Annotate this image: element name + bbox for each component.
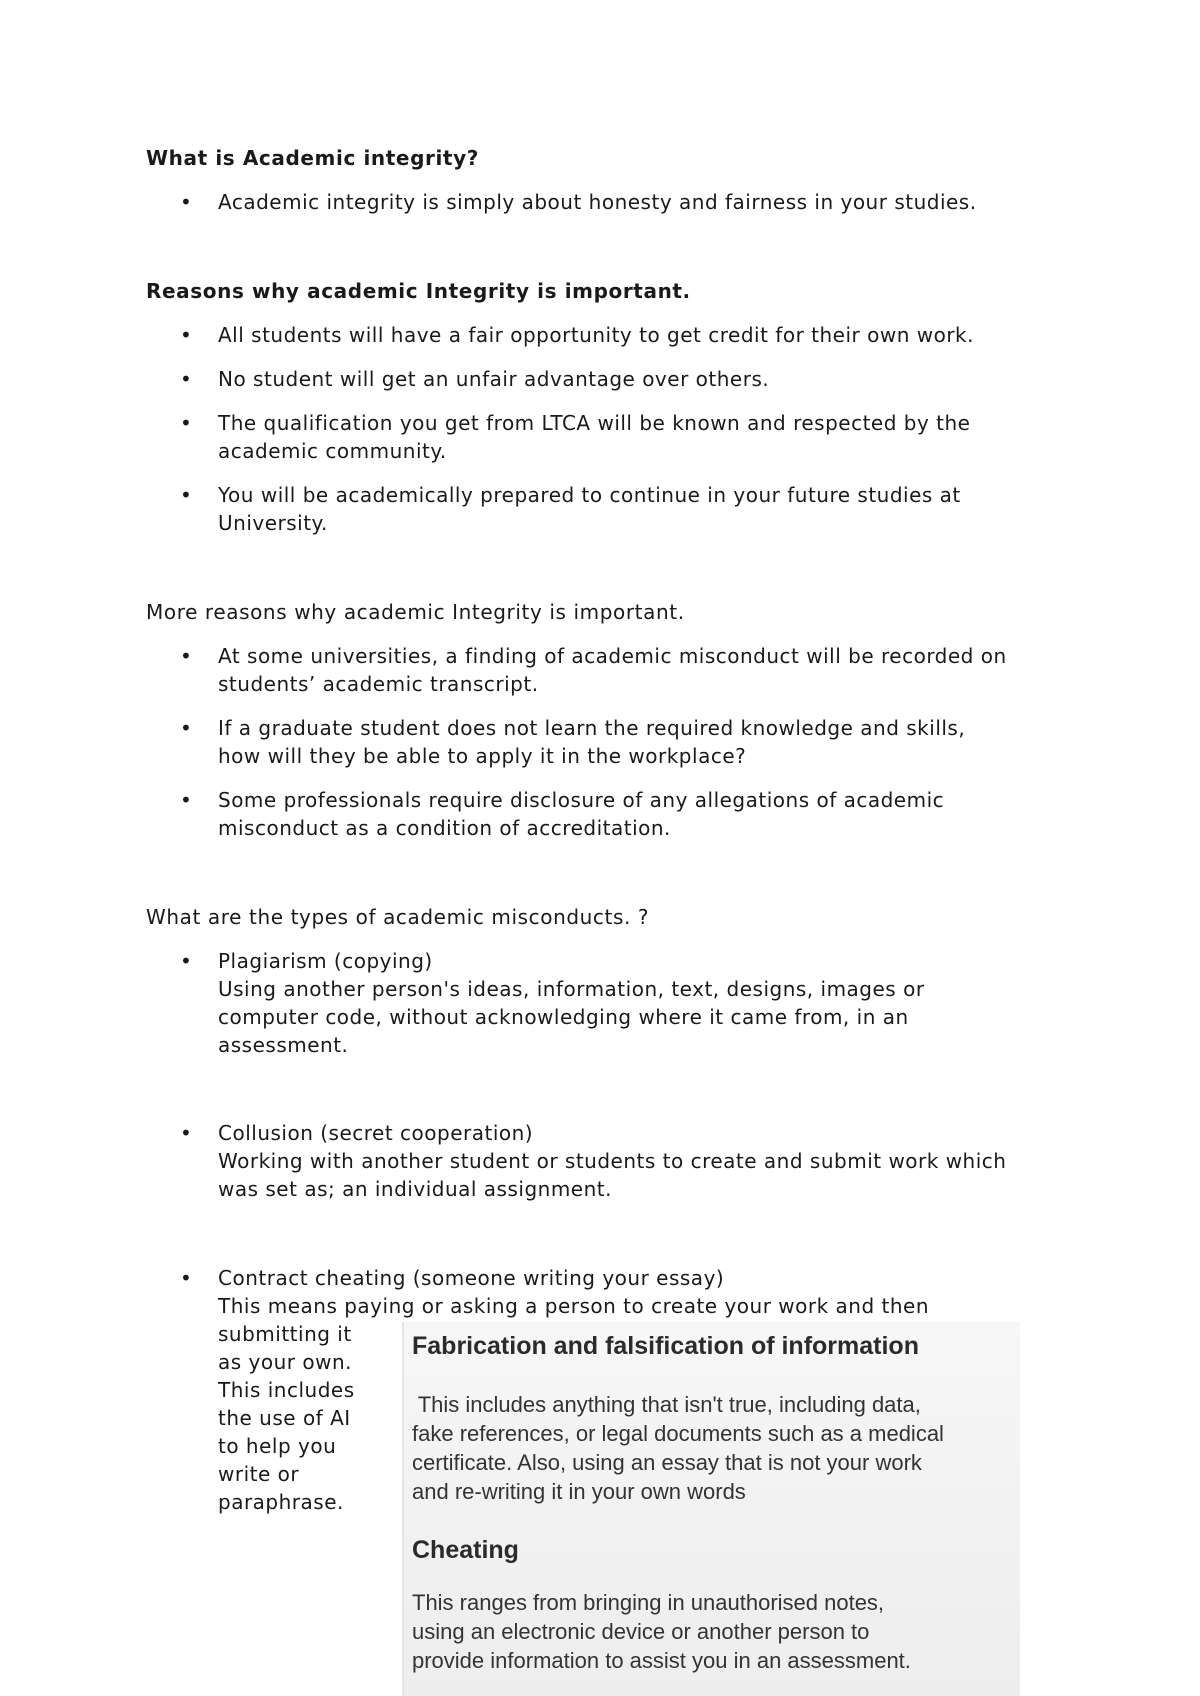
- bullet-text: • All students will have a fair opportunity to get credit for their own work.: [218, 323, 974, 347]
- bullet-list-plagiarism: [146, 947, 1066, 1059]
- figure-text-line: provide information to assist you in an assessment.: [412, 1648, 911, 1673]
- bullet-list-definition: [146, 188, 1066, 216]
- bullet-text-line: computer code, without acknowledging where it came from, in an: [218, 1005, 909, 1029]
- figure-text-line: This includes anything that isn't true, including data,: [412, 1392, 921, 1417]
- list-item: [146, 409, 1066, 465]
- bullet-text-line: was set as; an individual assignment.: [218, 1177, 612, 1201]
- bullet-text-line: assessment.: [218, 1033, 349, 1057]
- figure-text-line: This ranges from bringing in unauthorised notes,: [412, 1590, 885, 1615]
- bullet-text-line: misconduct as a condition of accreditation.: [218, 816, 671, 840]
- bullet-list-more-reasons: [146, 642, 1066, 842]
- misconduct-title: • Contract cheating (someone writing your essay): [218, 1266, 725, 1290]
- bullet-text-line: paraphrase.: [218, 1490, 344, 1514]
- heading-what-is-academic-integrity: What is Academic integrity?: [146, 146, 479, 170]
- misconduct-title: • Collusion (secret cooperation): [218, 1121, 534, 1145]
- bullet-text-line: Working with another student or students to create and submit work which: [218, 1149, 1007, 1173]
- figure-text-line: using an electronic device or another person to: [412, 1619, 870, 1644]
- bullet-text: • No student will get an unfair advantage over others.: [218, 367, 770, 391]
- bullet-text-line: This includes: [218, 1378, 355, 1402]
- list-item: [146, 642, 1066, 698]
- list-item: [146, 188, 1066, 216]
- heading-reasons-important: Reasons why academic Integrity is important.: [146, 279, 691, 303]
- bullet-list-collusion: [146, 1119, 1066, 1203]
- figure-text-line: fake references, or legal documents such as a medical: [412, 1421, 944, 1446]
- heading-more-reasons: More reasons why academic Integrity is important.: [146, 600, 685, 624]
- figure-text-cheating: [412, 1588, 1012, 1675]
- bullet-text-line: submitting it: [218, 1322, 352, 1346]
- embedded-screenshot-figure: [402, 1322, 1020, 1696]
- bullet-text-line: • At some universities, a finding of academic misconduct will be recorded on: [218, 644, 1007, 668]
- figure-text-fabrication: [412, 1390, 1012, 1506]
- bullet-text-narrow: [218, 1320, 378, 1516]
- bullet-text-line: University.: [218, 511, 328, 535]
- bullet-text: • Academic integrity is simply about honesty and fairness in your studies.: [218, 190, 977, 214]
- bullet-text-line: academic community.: [218, 439, 447, 463]
- bullet-text-line: write or: [218, 1462, 300, 1486]
- bullet-text-line: to help you: [218, 1434, 337, 1458]
- bullet-text-line: how will they be able to apply it in the workplace?: [218, 744, 747, 768]
- bullet-text-line: the use of AI: [218, 1406, 351, 1430]
- heading-types-of-misconduct: What are the types of academic misconducts. ?: [146, 905, 650, 929]
- list-item: [146, 714, 1066, 770]
- bullet-text-line: • Some professionals require disclosure of any allegations of academic: [218, 788, 945, 812]
- bullet-text-line: • You will be academically prepared to continue in your future studies at: [218, 483, 961, 507]
- list-item: [146, 1119, 1066, 1203]
- figure-text-line: certificate. Also, using an essay that is not your work: [412, 1450, 922, 1475]
- bullet-text-line: This means paying or asking a person to create your work and then: [218, 1294, 930, 1318]
- bullet-text-line: as your own.: [218, 1350, 352, 1374]
- bullet-text-line: • If a graduate student does not learn the required knowledge and skills,: [218, 716, 966, 740]
- bullet-text-line: • The qualification you get from LTCA will be known and respected by the: [218, 411, 971, 435]
- list-item: [146, 947, 1066, 1059]
- bullet-text-line: students’ academic transcript.: [218, 672, 539, 696]
- figure-heading-fabrication: Fabrication and falsification of information: [412, 1332, 919, 1360]
- list-item: [146, 481, 1066, 537]
- bullet-list-reasons: [146, 321, 1066, 537]
- figure-text-line: and re-writing it in your own words: [412, 1479, 746, 1504]
- list-item: [146, 321, 1066, 349]
- misconduct-title: • Plagiarism (copying): [218, 949, 433, 973]
- list-item: [146, 786, 1066, 842]
- figure-heading-cheating: Cheating: [412, 1536, 519, 1564]
- list-item: [146, 365, 1066, 393]
- bullet-text-line: Using another person's ideas, information, text, designs, images or: [218, 977, 925, 1001]
